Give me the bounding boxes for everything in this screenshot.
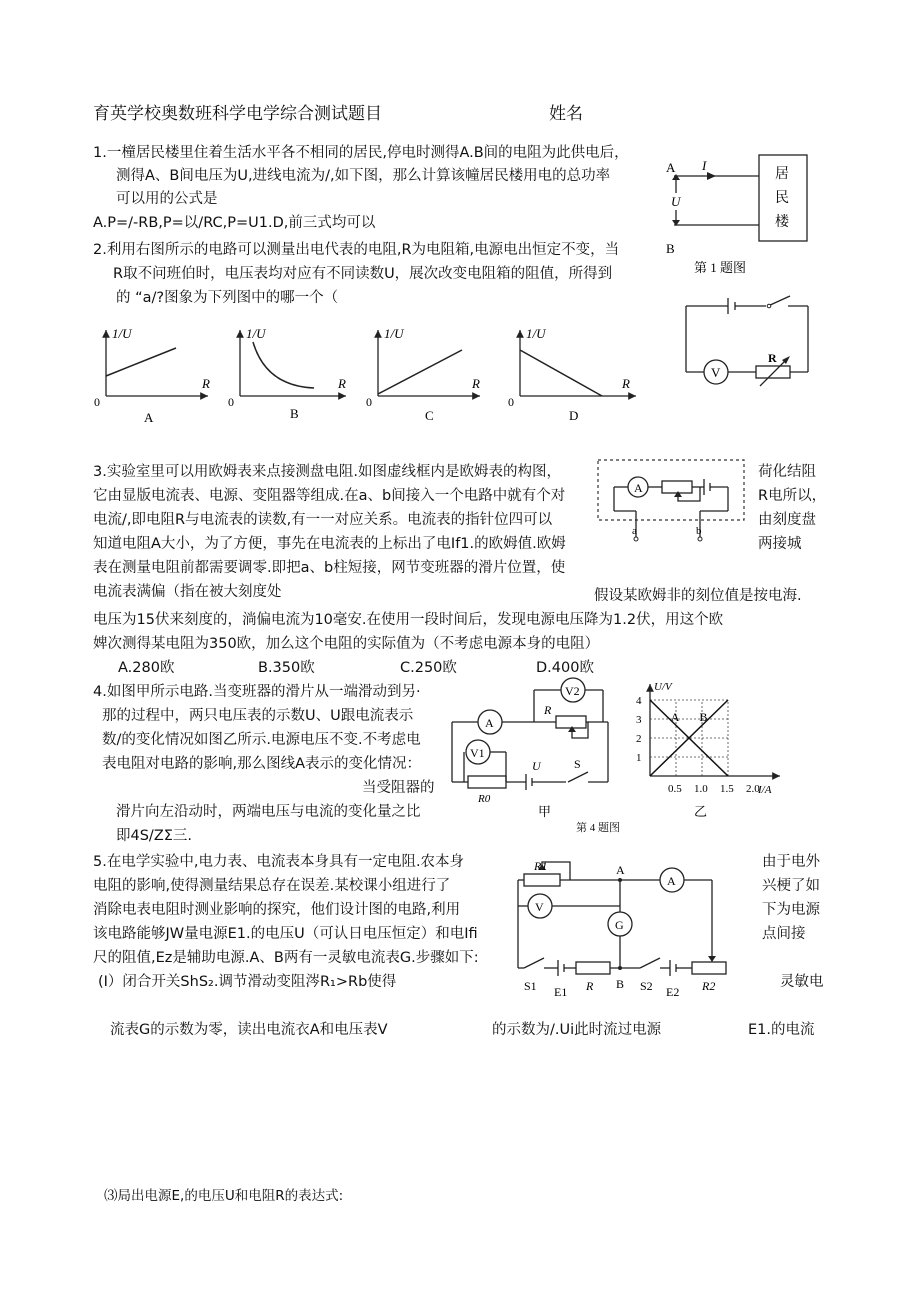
q4-v2-label: V2 [565, 684, 580, 698]
q3-terminal-b: b [696, 525, 702, 537]
q4-y-tick: 4 [636, 695, 642, 707]
q4-circuit [446, 676, 621, 836]
q5-e1-label: E1 [554, 985, 568, 999]
graph-d-origin: 0 [508, 395, 514, 409]
graph-c-line [378, 350, 462, 394]
q4-y-tick: 2 [636, 733, 642, 745]
q5-node-a: A [616, 863, 625, 877]
q3-ammeter-label: A [634, 481, 643, 495]
q4-y-tick: 3 [636, 714, 642, 726]
q5-resistor-r [576, 962, 610, 974]
q2-r-label: R [768, 351, 777, 365]
q4-graph-x-title: I/A [758, 784, 772, 796]
q4-graph-y-title: U/V [654, 681, 672, 693]
q1-box-char-1: 居 [775, 167, 789, 182]
q1-box-char-2: 民 [775, 191, 789, 206]
q4-caption: 第 4 题图 [576, 822, 620, 834]
graph-b-curve [253, 342, 314, 388]
q4-u-label: U [532, 759, 541, 773]
q4-x-tick: 0.5 [668, 783, 682, 795]
q4-line-6: 滑片向左沿动时，两端电压与电流的变化量之比 [116, 804, 421, 820]
q1-line-2: 测得A、B间电压为U,进线电流为/,如下图，那么计算该幢居民楼用电的总功率 [116, 168, 611, 184]
q1-figure [664, 150, 814, 280]
graph-d [508, 326, 636, 423]
q3-line-3: 电流/,即电阻R与电流表的读数,有一一对应关系。电流表的指针位四可以 [93, 512, 553, 528]
q5-voltmeter-label: V [535, 900, 544, 914]
q4-line-a-label: A [670, 709, 680, 724]
graph-c-x-label: R [472, 376, 480, 391]
q3-option-a: A.280欧 [118, 660, 175, 676]
q3-right-3: 由刻度盘 [758, 512, 816, 528]
q5-r2-label: R2 [702, 979, 716, 993]
q5-right-4: 点间接 [762, 926, 806, 942]
graph-c-origin: 0 [366, 395, 372, 409]
q3-line-6: 电流表满偏（指在被大刻度处 [93, 584, 282, 600]
q5-galvanometer-label: G [615, 918, 624, 932]
q4-graph-plot [636, 695, 760, 795]
q5-right-3: 下为电源 [762, 902, 820, 918]
q4-s-label: S [574, 757, 581, 771]
q4-line-2: 那的过程中，两只电压表的示数U、U跟电流表示 [102, 708, 414, 724]
q3-terminal-a: a [632, 525, 637, 537]
q3-option-c: C.250欧 [400, 660, 457, 676]
q5-rheostat-r1 [524, 874, 560, 886]
q1-current-arrow [707, 172, 716, 180]
q4-line-3: 数/的变化情况如图乙所示.电源电压不变.不考虑电 [102, 732, 421, 748]
q4-x-tick: 1.0 [694, 783, 708, 795]
q5-switch-s1 [524, 958, 544, 968]
q2-circuit [678, 290, 818, 390]
q1-options: A.P=/-RB,P=以/RC,P=U1.D,前三式均可以 [93, 215, 376, 231]
q3-line-7: 电压为15伏来刻度的，淌偏电流为10毫安.在使用一段时间后，发现电源电压降为1.2伏，用这个欧 [93, 612, 724, 628]
q2-line-1: 2.利用右图所示的电路可以测量出电代表的电阻,R为电阻箱,电源电出恒定不变，当 [93, 242, 620, 258]
q2-line-2: R取不问班伯时，电压表均对应有不同读数U，展次改变电阻箱的阻值，所得到 [113, 266, 613, 282]
q5-step-1b-mid: 的示数为/.Ui此时流过电源 [492, 1022, 662, 1038]
graph-d-y-label: 1/U [526, 326, 546, 341]
graph-b [228, 326, 346, 421]
graph-a-origin: 0 [94, 395, 100, 409]
q1-label-i: I [702, 158, 707, 173]
q1-caption: 第 1 题图 [694, 260, 747, 275]
graph-a-label: A [144, 410, 154, 425]
q4-r0-label: R0 [478, 793, 491, 805]
q2-graphs [88, 320, 648, 430]
q5-step-1: (I）闭合开关ShS₂.调节滑动变阻涔R₁>Rb使得 [98, 974, 397, 990]
graph-d-x-label: R [622, 376, 630, 391]
q4-x-tick: 2.0 [746, 783, 760, 795]
q1-label-a: A [666, 160, 676, 175]
q5-step-1-right: 灵敏电 [780, 974, 824, 990]
graph-b-origin: 0 [228, 395, 234, 409]
q5-switch-s2 [640, 958, 660, 968]
graph-a [94, 326, 210, 425]
graph-c-y-label: 1/U [384, 326, 404, 341]
q4-line-4: 表电阻对电路的影响,那么图线A表示的变化情况： [102, 756, 422, 772]
graph-a-y-label: 1/U [112, 326, 132, 341]
name-label: 姓名 [549, 104, 583, 124]
q1-line-3: 可以用的公式是 [116, 191, 218, 207]
q2-resistor-box [756, 366, 790, 378]
graph-a-x-label: R [202, 376, 210, 391]
q5-ammeter-label: A [667, 874, 676, 888]
q3-option-b: B.350欧 [258, 660, 315, 676]
graph-b-x-label: R [338, 376, 346, 391]
q3-line-2: 它由显版电流表、电源、变阻器等组成.在a、b间接入一个电路中就有个对 [93, 488, 566, 504]
q5-node-b: B [616, 977, 625, 991]
q5-s2-label: S2 [640, 979, 653, 993]
q4-v1-label: V1 [470, 746, 485, 760]
q3-line-5: 表在测量电阻前都需要调零.即把a、b柱短接，网节变班器的滑片位置，使 [93, 560, 566, 576]
q4-r-label: R [544, 703, 552, 717]
q4-switch [568, 772, 588, 782]
q2-switch [768, 296, 790, 306]
q1-label-b: B [666, 241, 675, 256]
graph-d-line [520, 350, 602, 396]
graph-d-label: D [569, 408, 579, 423]
graph-a-line [106, 348, 176, 376]
graph-c-label: C [425, 408, 434, 423]
q5-step-1b-right: E1.的电流 [748, 1022, 815, 1038]
q4-line-7: 即4S∕ZΣ三. [116, 828, 193, 844]
q5-step-3: ⑶局出电源E,的电压U和电阻R的表达式: [104, 1188, 344, 1204]
q5-figure [500, 850, 740, 1010]
q3-option-d: D.400欧 [536, 660, 594, 676]
q3-rheostat [662, 481, 692, 493]
page-title: 育英学校奥数班科学电学综合测试题目 [93, 104, 382, 124]
q4-line-1: 4.如图甲所示电路.当变班器的滑片从一端滑动到另· [93, 684, 421, 700]
q5-line-5: 尺的阻值,Ez是辅助电源.A、B两有一灵敏电流表G.步骤如下: [93, 950, 479, 966]
q3-right-1: 荷化结阻 [758, 464, 816, 480]
q1-label-u: U [671, 194, 681, 209]
q4-rheostat [556, 716, 586, 728]
q3-line-1: 3.实验室里可以用欧姆表来点接测盘电阻.如图虚线框内是欧姆表的构图， [93, 464, 561, 480]
q5-s1-label: S1 [524, 979, 537, 993]
graph-c [366, 326, 480, 423]
q4-line-b-label: B [699, 709, 708, 724]
q5-e2-label: E2 [666, 985, 680, 999]
q5-r-label: R [586, 979, 594, 993]
q1-line-1: 1.一橦居民楼里住着生活水平各不相同的居民,停电时测得A.B间的电阻为此供电后， [93, 145, 629, 161]
q4-yi-label: 乙 [694, 804, 708, 819]
q4-x-tick: 1.5 [720, 783, 734, 795]
q1-box-char-3: 楼 [775, 215, 789, 230]
q5-r1-label: R1 [534, 859, 548, 873]
q2-line-3: 的 “a/?图象为下列图中的哪一个（ [116, 290, 339, 306]
q5-line-4: 该电路能够JW量电源E1.的电压U（可认日电压恒定）和电Ifi [93, 926, 478, 942]
q4-ammeter-label: A [485, 716, 494, 730]
q5-step-1b-left: 流表G的示数为零，读出电流衣A和电压表V [110, 1022, 388, 1038]
q3-slider-wire [678, 487, 700, 501]
q5-line-1: 5.在电学实验中,电力表、电流表本身具有一定电阻.农本身 [93, 854, 465, 870]
q4-line-5: 当受阻器的 [362, 780, 435, 796]
q4-resistor-r0 [468, 776, 506, 788]
q5-right-2: 兴梗了如 [762, 878, 820, 894]
q5-line-2: 电阻的影响,使得测量结果总存在误差.某校课小组进行了 [93, 878, 451, 894]
q5-line-3: 消除电表电阻时测业影响的探究，他们设计图的电路,利用 [93, 902, 461, 918]
q3-line-4: 知道电阻A大小，为了方便，事先在电流表的上标出了电If1.的欧姆值.欧姆 [93, 536, 566, 552]
q3-figure [592, 455, 752, 555]
q4-y-tick: 1 [636, 752, 642, 764]
q4-jia-label: 甲 [538, 804, 552, 819]
q4-graph [620, 676, 790, 836]
q3-line-8: 婢次测得某电阻为350欧，加么这个电阻的实际值为（不考虑电源本身的电阻） [93, 636, 600, 652]
q3-line-hyp: 假设某欧姆非的刻位值是按电海. [594, 588, 802, 604]
graph-b-label: B [290, 406, 299, 421]
q2-v-label: V [711, 365, 721, 380]
q3-right-4: 两接城 [758, 536, 802, 552]
q5-right-1: 由于电外 [762, 854, 820, 870]
q5-rheostat-r2 [692, 962, 726, 974]
q3-right-2: R电所以， [758, 488, 827, 504]
graph-b-y-label: 1/U [246, 326, 266, 341]
